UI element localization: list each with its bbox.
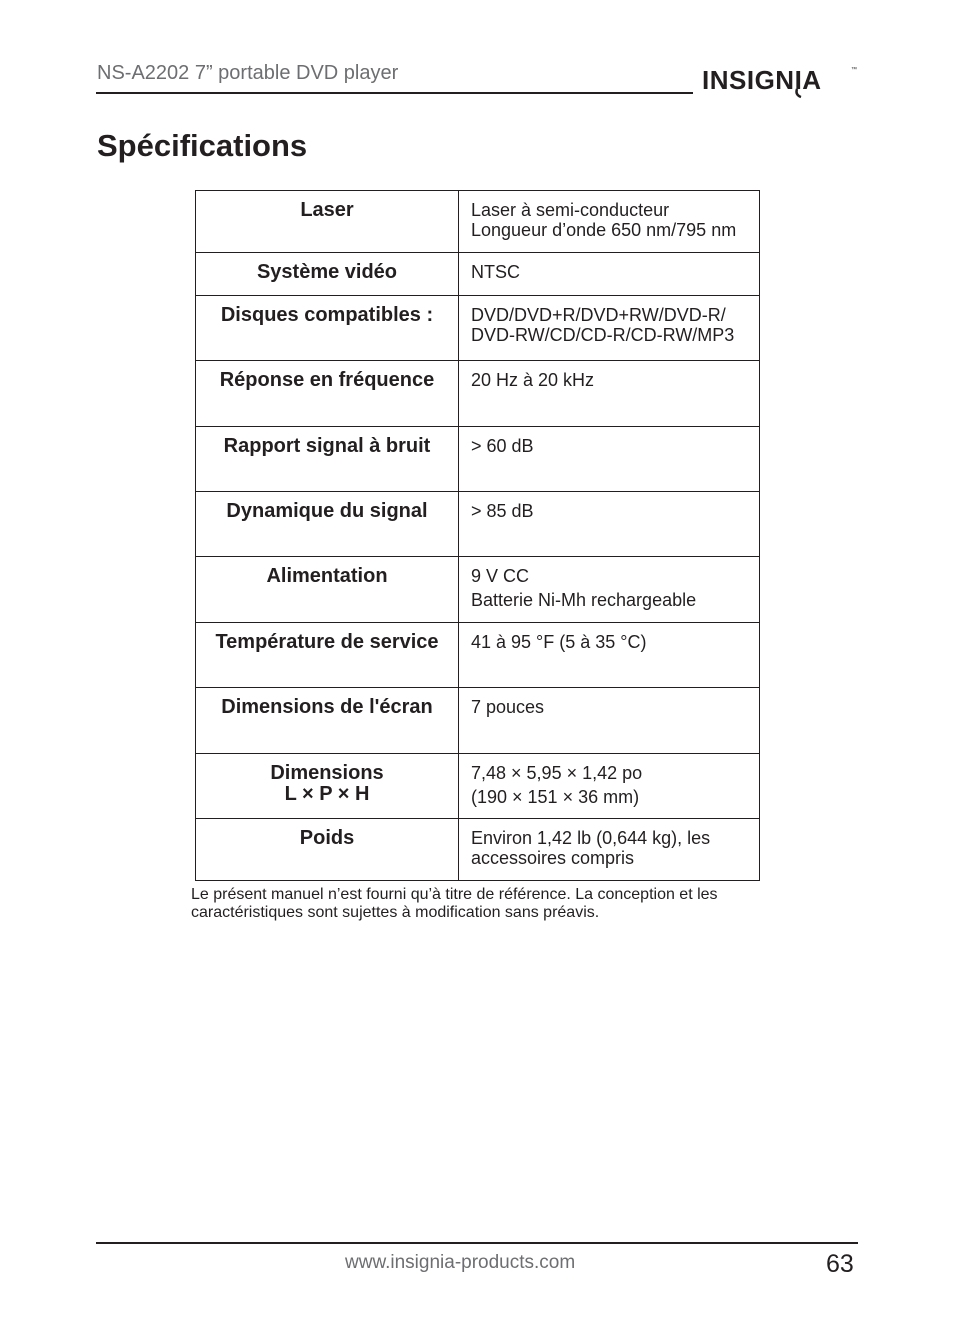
spec-value	[459, 688, 760, 754]
spec-value-line: (190 × 151 × 36 mm)	[471, 787, 640, 807]
footer-divider	[96, 1242, 858, 1244]
spec-label-line: Dimensions L × P × H	[270, 762, 384, 805]
spec-value-line: Batterie Ni-Mh rechargeable	[471, 590, 697, 610]
spec-value-line: 20 Hz à 20 kHz	[471, 370, 595, 390]
disclaimer-note: Le présent manuel n’est fourni qu’à titre de référence. La conception et les caractéristiques sont sujettes à modification sans préavis.	[191, 886, 718, 921]
spec-value-line: > 85 dB	[471, 501, 534, 521]
spec-label: Réponse en fréquence	[196, 361, 459, 427]
footer-url: www.insignia-products.com	[345, 1252, 576, 1273]
table-row	[196, 253, 760, 296]
header-divider	[96, 92, 693, 94]
spec-value	[459, 296, 760, 361]
spec-value	[459, 754, 760, 819]
spec-value	[459, 427, 760, 492]
spec-value	[459, 361, 760, 427]
spec-label: Rapport signal à bruit	[196, 427, 459, 492]
spec-value	[459, 819, 760, 881]
table-row	[196, 754, 760, 819]
table-row	[196, 427, 760, 492]
page-number: 63	[826, 1250, 854, 1278]
spec-label: Température de service	[196, 623, 459, 688]
table-row	[196, 819, 760, 881]
spec-value-line: DVD-RW/CD/CD-R/CD-RW/MP3	[471, 325, 735, 345]
spec-value-line: Environ 1,42 lb (0,644 kg), les	[471, 828, 711, 848]
table-row	[196, 191, 760, 253]
spec-label: Disques compatibles :	[196, 296, 459, 361]
table-row	[196, 361, 760, 427]
spec-label: Dimensions de l'écran	[196, 688, 459, 754]
spec-value	[459, 557, 760, 623]
spec-value-line: 7 pouces	[471, 697, 545, 717]
spec-value-line: 41 à 95 °F (5 à 35 °C)	[471, 632, 647, 652]
spec-value-line: > 60 dB	[471, 436, 534, 456]
spec-label: Dynamique du signal	[196, 492, 459, 557]
spec-value-line: 9 V CC	[471, 566, 530, 586]
document-header-title: NS-A2202 7” portable DVD player	[97, 62, 399, 84]
insignia-logo	[700, 58, 860, 100]
spec-label: Alimentation	[196, 557, 459, 623]
spec-value-line: Longueur d’onde 650 nm/795 nm	[471, 220, 737, 240]
spec-value	[459, 191, 760, 253]
table-row	[196, 492, 760, 557]
spec-value-line: 7,48 × 5,95 × 1,42 po	[471, 763, 643, 783]
table-row	[196, 623, 760, 688]
spec-value-line: Laser à semi-conducteur	[471, 200, 670, 220]
spec-value	[459, 623, 760, 688]
spec-value	[459, 492, 760, 557]
spec-value	[459, 253, 760, 296]
page-title: Spécifications	[97, 128, 308, 163]
spec-label: Système vidéo	[196, 253, 459, 296]
spec-label: Poids	[196, 819, 459, 881]
specifications-table	[195, 190, 760, 881]
logo-wordmark: INSIGNIA	[702, 65, 822, 95]
spec-label	[196, 754, 459, 819]
svg-text:™: ™	[851, 67, 857, 73]
table-row	[196, 296, 760, 361]
table-row	[196, 557, 760, 623]
table-row	[196, 688, 760, 754]
spec-value-line: DVD/DVD+R/DVD+RW/DVD-R/	[471, 305, 726, 325]
spec-value-line: accessoires compris	[471, 848, 635, 868]
spec-value-line: NTSC	[471, 262, 520, 282]
spec-label: Laser	[196, 191, 459, 253]
